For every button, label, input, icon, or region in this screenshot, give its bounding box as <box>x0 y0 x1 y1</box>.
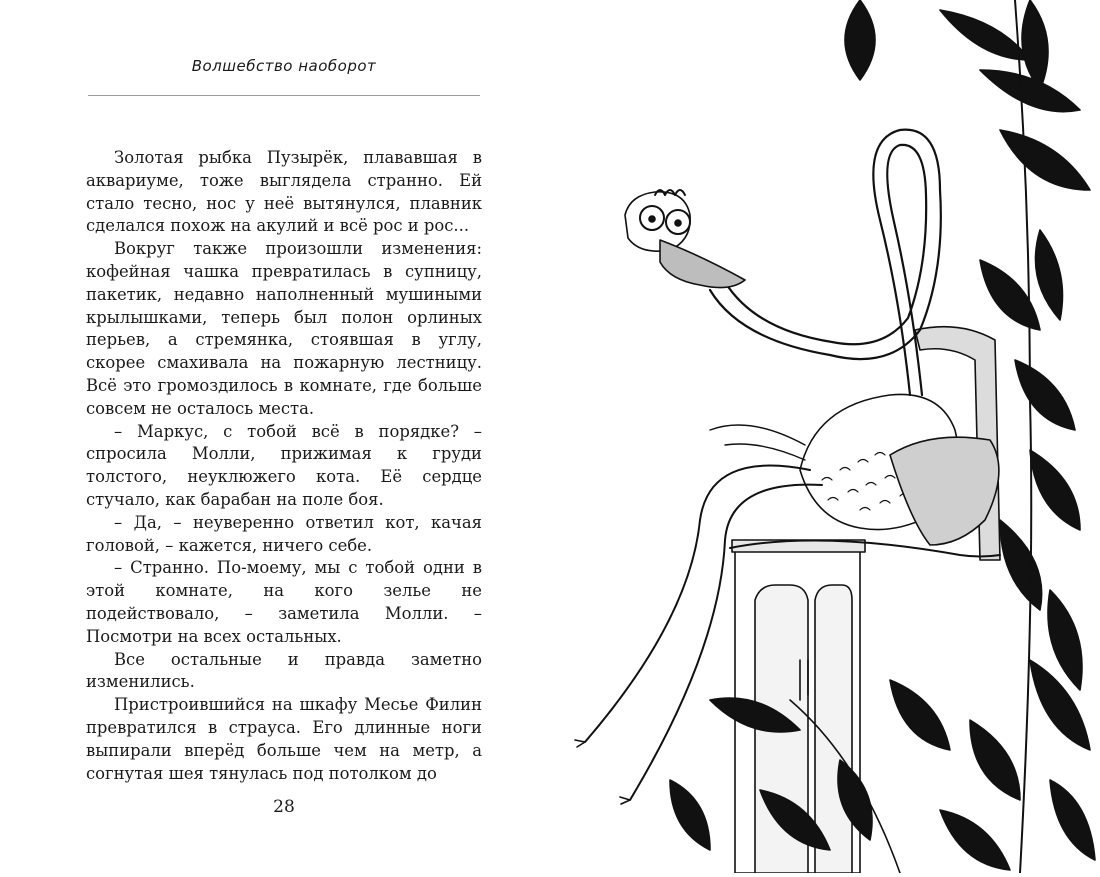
paragraph: Все остальные и правда заметно изменились. <box>86 649 482 692</box>
page-number: 28 <box>273 797 295 817</box>
running-header: Волшебство наоборот <box>191 57 377 75</box>
paragraph: Вокруг также произошли изменения: кофейная чашка превратилась в супницу, пакетик, недавно наполненный мушиными крылышками, теперь был полон орлиных перьев, а стремянка, стоявшая в углу, скорее смахивала на пожарную лестницу. Всё это громоздилось в комнате, где больше совсем не осталось места. <box>86 239 482 418</box>
header-divider <box>88 95 480 96</box>
paragraph: Пристроившийся на шкафу Месье Филин превратился в страуса. Его длинные ноги выпирали вперёд больше чем на метр, а согнутая шея тянулась под потолком до <box>86 695 482 783</box>
paragraph: – Маркус, с тобой всё в порядке? – спросила Молли, прижимая к груди толстого, неуклюжего кота. Её сердце стучало, как барабан на поле боя. <box>86 421 482 509</box>
paragraph: – Да, – неуверенно ответил кот, качая головой, – кажется, ничего себе. <box>86 512 482 555</box>
illustration-drawing <box>560 0 1100 873</box>
ostrich-illustration <box>560 0 1100 873</box>
paragraph: – Странно. По-моему, мы с тобой одни в этой комнате, на кого зелье не подействовало, – заметила Молли. – Посмотри на всех остальных. <box>86 558 482 646</box>
paragraph: Золотая рыбка Пузырёк, плававшая в аквариуме, тоже выглядела странно. Ей стало тесно, нос у неё вытянулся, плавник сделался похож на акулий и всё рос и рос... <box>86 148 482 236</box>
body-text <box>86 147 482 785</box>
